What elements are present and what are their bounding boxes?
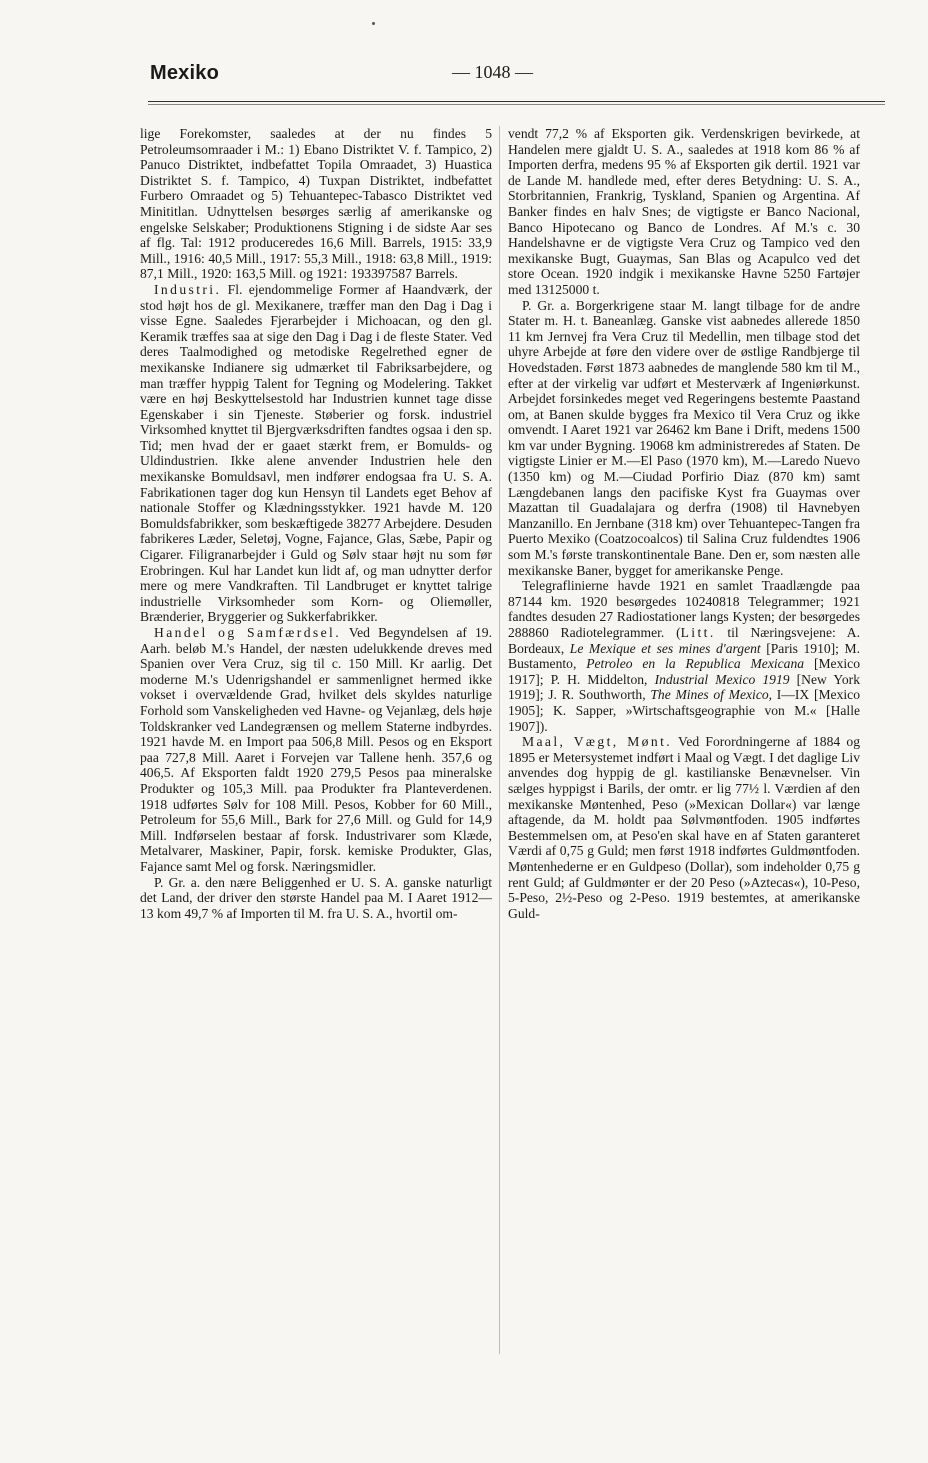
ref5-pub: »Wirtschaftsgeographie von M.« [Halle 1907]). bbox=[508, 702, 861, 734]
ref3-pub: [New York 1919]; bbox=[508, 671, 860, 703]
header-rule-thin bbox=[148, 104, 885, 105]
left-column bbox=[140, 126, 492, 921]
header-rule bbox=[148, 101, 885, 102]
ref4-pub: I—IX [Mexico 1905]; bbox=[508, 687, 860, 718]
paragraph-handel bbox=[140, 625, 492, 875]
column-divider bbox=[499, 126, 500, 1354]
page-header bbox=[150, 62, 885, 96]
ref2-pub: [Mexico 1917]; bbox=[508, 656, 860, 687]
paragraph-telegraph-text: Telegraflinierne havde 1921 en samlet Traadlængde paa 87144 km. 1920 besørgedes 10240818 Telegrammer; 1921 fandtes desuden 27 Radiostationer langs Kysten; der besørgedes 288860 Radiotelegrammer. ( bbox=[508, 578, 860, 640]
paragraph-petroleum: lige Forekomster, saaledes at der nu findes 5 Petroleumsomraader i M.: 1) Ebano Distriktet V. f. Tampico, 2) Panuco Distriktet, indbefattet Topila Omraadet, 3) Huastica Distriktet S. f. Tampico, 4) Tuxpan Distriktet, indbefattet Furbero Omraadet og 5) Tehuantepec-Tabasco Distriktet ved Minititlan. Udnyttelsen besørges særlig af amerikanske og engelske Selskaber; Produktionens Stigning i de sidste Aar ses af flg. Tal: 1912 produceredes 16,6 Mill. Barrels, 1915: 33,9 Mill., 1916: 40,5 Mill., 1917: 55,3 Mill., 1918: 63,8 Mill., 1919: 87,1 Mill., 1920: 163,5 Mill. og 1921: 193397587 Barrels. bbox=[140, 126, 492, 282]
paragraph-handel-text: Ved Begyndelsen af 19. Aarh. beløb M.'s Handel, der næsten udelukkende dreves med Spanien over Vera Cruz, sig til c. 150 Mill. Kr aarlig. Det moderne M.'s Udenrigshandel er sammenlignet hermed ikke vokset i overvældende Grad, hvilket dels skyldes naturlige Forhold som Vanskeligheden ved Havne- og Vejanlæg, dels høje Toldskranker ved Landegrænsen og mellem Staterne indbyrdes. 1921 havde M. en Import paa 506,8 Mill. Pesos og en Eksport paa 727,8 Mill. Aaret i Forvejen var Tallene henh. 357,6 og 406,5. Af Eksporten faldt 1920 279,5 Pesos paa mineralske Produkter og 105,3 Mill. paa Produkter fra Planteverdenen. 1918 udførtes Sølv for 108 Mill. Pesos, Kobber for 60 Mill., Petroleum for 55,6 Mill., Bark for 27,6 Mill. og Guld for 14,9 Mill. Indførselen bestaar af forsk. Industrivarer som Klæde, Metalvarer, Maskiner, Papir, forsk. kemiske Produkter, Glas, Fajance samt Mel og forsk. Næringsmidler. bbox=[140, 625, 492, 874]
section-heading-maal: Maal, Vægt, Mønt. bbox=[522, 734, 673, 750]
paragraph-industri bbox=[140, 282, 492, 625]
paragraph-telegraph bbox=[508, 578, 860, 734]
right-column bbox=[508, 126, 860, 921]
ref1-pub: [Paris 1910]; bbox=[760, 640, 845, 656]
ref4-title: The Mines of Mexico, bbox=[650, 687, 773, 703]
running-title: Mexiko bbox=[150, 62, 220, 84]
section-heading-handel: Handel og Samfærdsel. bbox=[154, 625, 341, 640]
ref5-author: K. Sapper, bbox=[552, 702, 617, 718]
paragraph-maal-vaegt bbox=[508, 734, 860, 921]
ref3-title: Industrial Mexico 1919 bbox=[654, 671, 790, 687]
paragraph-railways: P. Gr. a. Borgerkrigene staar M. langt tilbage for de andre Stater m. H. t. Baneanlæg. Ganske vist aabnedes allerede 1850 11 km Jernvej fra Vera Cruz til Medellin, men tilbage stod det uhyre Arbejde at føre den videre over de østlige Randbjerge til Hovedstaden. Først 1873 aabnedes de manglende 580 km til M., efter at der virkelig var udført et Mesterværk af Ingeniørkunst. Arbejdet forsinkedes meget ved Regeringens bestemte Paastand om, at Banen skulde bygges fra Mexico til Vera Cruz og ikke omvendt. I Aaret 1921 var 26462 km Bane i Drift, medens 1500 km var under Bygning. 19068 km administreredes af Staten. De vigtigste Linier er M.—El Paso (1970 km), M.—Laredo Nuevo (1350 km) og M.—Ciudad Porfirio Diaz (870 km) samt Længdebanen langs den pacifiske Kyst fra Guaymas over Mazattan til Guadalajara og derfra (1908) til Havnebyen Manzanillo. En Jernbane (318 km) over Tehuantepec-Tangen fra Puerto Mexiko (Coatzocoalcos) til Salina Cruz fuldendtes 1906 som M.'s første transkontinentale Bane. Den er, som næsten alle mexikanske Baner, bygget for amerikanske Penge. bbox=[508, 297, 860, 578]
litt-intro: til Næringsvejene: bbox=[715, 625, 847, 640]
paragraph-usa-trade: P. Gr. a. den nære Beliggenhed er U. S. A. ganske naturligt det Land, der driver den største Handel paa M. I Aaret 1912—13 kom 49,7 % af Importen til M. fra U. S. A., hvortil om- bbox=[140, 874, 492, 921]
ref2-title: Petroleo en la Republica Mexicana bbox=[586, 656, 805, 672]
paragraph-maal-text: Ved Forordningerne af 1884 og 1895 er Metersystemet indført i Maal og Vægt. I det daglige Liv anvendes dog hyppig de gl. kastilianske Benævnelser. Vin sælges hyppigst i Barils, der omtr. er lig 77½ l. Værdien af den mexikanske Møntenhed, Peso (»Mexican Dollar«) var længe aftagende, da M. holdt paa Sølvmøntfoden. 1905 indførtes Bestemmelsen om, at Peso'en skal have en af Staten garanteret Værdi af 0,75 g Guld; men først 1918 indførtes Guldmøntfoden. Møntenhederne er en Guldpeso (Dollar), som indeholder 0,75 g rent Guld; af Guldmønter er der 20 Peso (»Aztecas«), 10-Peso, 5-Peso, 2½-Peso og 2-Peso. 1919 bestemtes, at amerikanske Guld- bbox=[508, 734, 860, 921]
page-number: — 1048 — bbox=[452, 62, 533, 82]
ref1-title: Le Mexique et ses mines d'argent bbox=[569, 640, 761, 656]
ref2-author: M. Bustamento, bbox=[508, 640, 860, 672]
litt-label: Litt. bbox=[680, 625, 716, 640]
ref1-author: A. Bordeaux, bbox=[508, 625, 860, 656]
section-heading-industri: Industri. bbox=[154, 281, 222, 297]
print-speck bbox=[372, 22, 375, 25]
paragraph-trade-continued: vendt 77,2 % af Eksporten gik. Verdenskrigen bevirkede, at Handelen mere gjaldt U. S. A., saaledes at 1918 kom 86 % af Importen derfra, medens 95 % af Eksporten gik dertil. 1921 var de Lande M. handlede med, efter deres Betydning: U. S. A., Storbritannien, Frankrig, Tyskland, Spanien og Argentina. Af Banker findes en halv Snes; de vigtigste er Banco Nacional, Banco Hipotecano og Banco de Londres. Af M.'s c. 30 Handelshavne er de vigtigste Vera Cruz og Tampico ved den mexikanske Bugt, Guaymas, San Blas og Acapulco ved det store Ocean. 1920 indgik i mexikanske Havne 5250 Fartøjer med 13125000 t. bbox=[508, 126, 860, 297]
ref4-author: J. R. Southworth, bbox=[548, 687, 646, 703]
ref3-author: P. H. Middelton, bbox=[550, 671, 648, 687]
paragraph-industri-text: Fl. ejendommelige Former af Haandværk, der stod højt hos de gl. Mexikanere, træffer man den Dag i Dag i visse Egne. Saaledes Fjerarbejder i Michoacan, og den gl. Keramik træffes saa at sige den Dag i Dag i de fleste Stater. Ved deres Taalmodighed og metodiske Regelrethed egner de mexikanske Indianere sig udmærket til Fabriksarbejdere, og man træffer hyppig Talent for Tegning og Modelering. Takket være en høj Beskyttelsestold har Industrien kunnet tage disse Egenskaber i sin Tjeneste. Støberier og forsk. industriel Virksomhed knyttet til Bjergværksdriften fandtes ogsaa i den sp. Tid; men hvad der er gaaet stærkt frem, er Bomulds- og Uldindustrien. Ikke alene anvender Industrien hele den mexikanske Bomuldsavl, men indfører endogsaa fra U. S. A. Fabrikationen tager dog kun Hensyn til Landets eget Behov af nationale Stoffer og Klædningsstykker. 1921 havde M. 120 Bomuldsfabrikker, som beskæftigede 38277 Arbejdere. Desuden fabrikeres Læder, Seletøj, Vogne, Fajance, Glas, Sæbe, Papir og Cigarer. Filigranarbejder i Guld og Sølv staar højt nu som før Erobringen. Kul har Landet kun lidt af, og man udnytter derfor mere og mere Vandkraften. Til Landbruget er knyttet talrige industrielle Virksomheder som Korn- og Oliemøller, Brænderier, Bryggerier og Sukkerfabrikker. bbox=[140, 281, 492, 625]
